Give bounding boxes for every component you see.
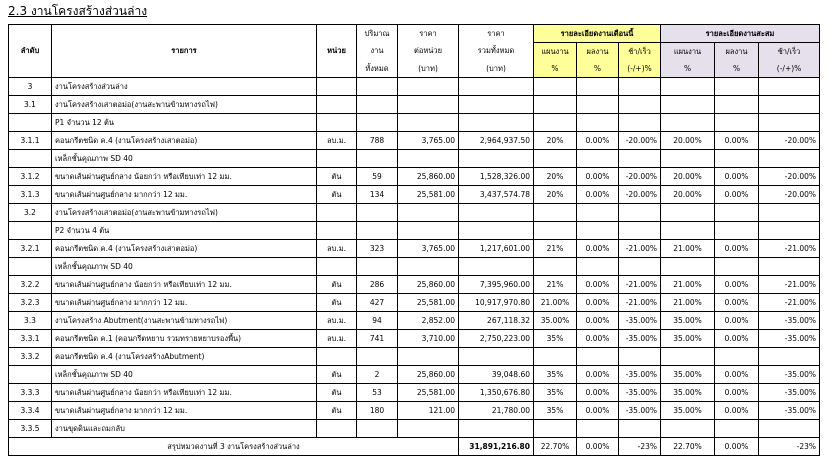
cell-seq [9,222,52,240]
cell-unit-price [398,204,459,222]
cell-qty: 134 [357,186,398,204]
cell-seq: 3.3.2 [9,348,52,366]
cell-cum-plan [661,78,715,96]
cell-desc: ขนาดเส้นผ่านศูนย์กลาง น้อยกว่า หรือเทียบเท่า 12 มม. [52,384,317,402]
cell-desc: P2 จำนวน 4 ต้น [52,222,317,240]
cell-cum-actual: 0.00% [715,132,759,150]
table-row [9,330,820,348]
table-row [9,150,820,168]
cell-cum-diff: -20.00% [759,186,820,204]
cell-cum-actual: 0.00% [715,240,759,258]
cell-total [459,258,534,276]
cell-unit [317,150,357,168]
table-row [9,348,820,366]
cell-unit [317,78,357,96]
cell-cum-diff: -20.00% [759,132,820,150]
table-row [9,222,820,240]
cell-unit: ตัน [317,384,357,402]
cell-unit-price [398,150,459,168]
cell-qty: 741 [357,330,398,348]
summary-month-plan: 22.70% [534,438,577,456]
cell-cum-actual [715,222,759,240]
cell-month-plan: 20% [534,132,577,150]
cell-cum-plan [661,420,715,438]
cell-seq: 3.1 [9,96,52,114]
cell-unit [317,114,357,132]
cell-month-diff [619,114,661,132]
cell-unit-price: 25,581.00 [398,186,459,204]
header-month-plan-unit: % [534,60,577,78]
cell-unit [317,204,357,222]
cell-seq: 3.3 [9,312,52,330]
cell-month-diff [619,420,661,438]
cell-month-plan: 21.00% [534,294,577,312]
header-total-3: (บาท) [459,60,534,78]
cell-month-plan: 35% [534,330,577,348]
cell-total: 267,118.32 [459,312,534,330]
cell-cum-plan: 20.00% [661,168,715,186]
cell-cum-diff: -20.00% [759,168,820,186]
cell-month-diff: -20.00% [619,186,661,204]
cell-month-plan [534,96,577,114]
cell-cum-plan: 20.00% [661,132,715,150]
table-row [9,168,820,186]
summary-month-diff: -23% [619,438,661,456]
cell-month-actual [577,258,619,276]
cell-unit-price: 2,852.00 [398,312,459,330]
cell-month-diff: -35.00% [619,384,661,402]
cell-cum-diff: -35.00% [759,330,820,348]
cell-cum-diff [759,204,820,222]
cell-unit-price: 3,765.00 [398,240,459,258]
cell-cum-diff [759,420,820,438]
cell-cum-plan [661,114,715,132]
cell-seq: 3.3.4 [9,402,52,420]
table-row [9,78,820,96]
cell-qty [357,204,398,222]
cell-month-diff: -21.00% [619,294,661,312]
table-row [9,312,820,330]
header-qty-2: งาน [357,43,398,61]
cell-unit [317,258,357,276]
cell-seq: 3.1.1 [9,132,52,150]
cell-month-plan: 35.00% [534,312,577,330]
cell-month-diff: -20.00% [619,132,661,150]
cell-qty: 286 [357,276,398,294]
cell-total: 3,437,574.78 [459,186,534,204]
header-month-diff-unit: (-/+)% [619,60,661,78]
cell-unit-price: 25,860.00 [398,168,459,186]
cell-total: 21,780.00 [459,402,534,420]
table-row [9,114,820,132]
table-row [9,420,820,438]
cell-qty [357,222,398,240]
header-price-3: (บาท) [398,60,459,78]
table-row [9,132,820,150]
table-row [9,294,820,312]
cell-total: 1,217,601.00 [459,240,534,258]
cell-month-diff: -35.00% [619,330,661,348]
cell-month-actual [577,96,619,114]
cell-month-actual [577,78,619,96]
cell-qty: 180 [357,402,398,420]
cell-cum-plan: 35.00% [661,384,715,402]
header-month-group: รายละเอียดงานเดือนนี้ [534,25,661,43]
cell-cum-actual: 0.00% [715,330,759,348]
header-cum-actual: ผลงาน [715,43,759,61]
summary-row [9,438,820,456]
cell-total: 1,350,676.80 [459,384,534,402]
cell-month-plan [534,222,577,240]
cell-cum-diff: -35.00% [759,402,820,420]
cell-seq: 3.2.3 [9,294,52,312]
cell-desc: P1 จำนวน 12 ต้น [52,114,317,132]
cell-unit-price: 25,860.00 [398,276,459,294]
cell-total: 2,750,223.00 [459,330,534,348]
cell-month-plan [534,348,577,366]
cell-seq: 3.2.1 [9,240,52,258]
cell-month-actual [577,114,619,132]
cell-desc: ขนาดเส้นผ่านศูนย์กลาง มากกว่า 12 มม. [52,186,317,204]
cell-cum-actual: 0.00% [715,276,759,294]
cell-cum-diff [759,114,820,132]
table-row [9,186,820,204]
cell-total [459,420,534,438]
cell-desc: งานโครงสร้างเสาตอม่อ(งานสะพานข้ามทางรถไฟ) [52,204,317,222]
cell-total: 39,048.60 [459,366,534,384]
cell-unit: ลบ.ม. [317,312,357,330]
cell-cum-actual [715,420,759,438]
cell-unit-price: 3,765.00 [398,132,459,150]
cell-month-actual: 0.00% [577,402,619,420]
cell-month-actual: 0.00% [577,186,619,204]
cell-qty [357,258,398,276]
cell-total [459,150,534,168]
table-row [9,240,820,258]
cell-cum-diff: -21.00% [759,240,820,258]
cell-month-diff: -35.00% [619,312,661,330]
cell-unit-price: 25,581.00 [398,384,459,402]
header-seq: ลำดับ [9,25,52,78]
cell-month-diff [619,348,661,366]
cell-month-plan: 35% [534,384,577,402]
section-title: 2.3 งานโครงสร้างส่วนล่าง [8,4,148,18]
cell-cum-plan [661,258,715,276]
cell-qty: 788 [357,132,398,150]
header-item: รายการ [52,25,317,78]
cell-qty: 323 [357,240,398,258]
cell-qty: 2 [357,366,398,384]
cell-month-actual: 0.00% [577,330,619,348]
cell-seq: 3.3.3 [9,384,52,402]
cell-desc: งานโครงสร้างเสาตอม่อ(งานสะพานข้ามทางรถไฟ) [52,96,317,114]
cell-unit: ตัน [317,402,357,420]
cell-qty [357,78,398,96]
cell-cum-actual: 0.00% [715,312,759,330]
cell-month-diff [619,258,661,276]
cell-unit: ลบ.ม. [317,240,357,258]
cell-month-actual: 0.00% [577,240,619,258]
cell-qty: 94 [357,312,398,330]
cell-cum-actual: 0.00% [715,402,759,420]
cell-month-diff: -20.00% [619,168,661,186]
cell-unit: ตัน [317,366,357,384]
summary-cum-diff: -23% [759,438,820,456]
cell-cum-diff: -21.00% [759,294,820,312]
header-month-actual: ผลงาน [577,43,619,61]
cell-cum-plan: 35.00% [661,366,715,384]
cell-unit-price [398,222,459,240]
cell-cum-plan [661,150,715,168]
cell-month-actual: 0.00% [577,366,619,384]
cell-desc: คอนกรีตชนิด ค.4 (งานโครงสร้างAbutment) [52,348,317,366]
cell-desc: งานโครงสร้างส่วนล่าง [52,78,317,96]
cell-qty: 427 [357,294,398,312]
header-qty-1: ปริมาณ [357,25,398,43]
cell-cum-actual [715,204,759,222]
cell-cum-diff [759,78,820,96]
cell-cum-diff [759,222,820,240]
cell-unit: ตัน [317,294,357,312]
cell-qty [357,348,398,366]
table-row [9,204,820,222]
cell-month-diff [619,78,661,96]
cell-unit-price: 25,581.00 [398,294,459,312]
cell-cum-plan [661,96,715,114]
header-cum-plan: แผนงาน [661,43,715,61]
cell-total [459,222,534,240]
header-price-1: ราคา [398,25,459,43]
summary-total: 31,891,216.80 [459,438,534,456]
cell-seq: 3.1.2 [9,168,52,186]
cell-month-plan: 20% [534,186,577,204]
cell-month-actual [577,420,619,438]
cell-unit: ลบ.ม. [317,132,357,150]
summary-cum-plan: 22.70% [661,438,715,456]
cell-month-diff: -21.00% [619,276,661,294]
cell-cum-actual [715,258,759,276]
cell-month-diff: -35.00% [619,366,661,384]
cell-unit: ลบ.ม. [317,330,357,348]
cell-seq [9,366,52,384]
cell-unit-price [398,258,459,276]
table-row [9,96,820,114]
cell-cum-diff [759,258,820,276]
cell-desc: งานขุดดินและถมกลับ [52,420,317,438]
cell-total: 10,917,970.80 [459,294,534,312]
cell-unit: ตัน [317,276,357,294]
header-month-plan: แผนงาน [534,43,577,61]
table-row [9,384,820,402]
cell-cum-plan: 35.00% [661,330,715,348]
cell-unit: ตัน [317,186,357,204]
header-cum-group: รายละเอียดงานสะสม [661,25,820,43]
cell-desc: เหล็กชั้นคุณภาพ SD 40 [52,258,317,276]
cell-seq: 3.1.3 [9,186,52,204]
cell-unit-price: 121.00 [398,402,459,420]
cell-month-plan: 35% [534,366,577,384]
cell-qty [357,114,398,132]
cell-cum-actual [715,78,759,96]
cell-unit-price [398,96,459,114]
cell-month-diff: -21.00% [619,240,661,258]
cell-unit-price [398,78,459,96]
cell-month-actual [577,348,619,366]
cell-month-actual: 0.00% [577,168,619,186]
cell-qty: 53 [357,384,398,402]
cell-seq [9,114,52,132]
cell-month-diff [619,96,661,114]
cell-month-actual: 0.00% [577,276,619,294]
cell-unit [317,420,357,438]
summary-cum-actual: 0.00% [715,438,759,456]
cell-desc: คอนกรีตชนิด ค.1 (คอนกรีตหยาบ รวมทรายหยาบรองพื้น) [52,330,317,348]
cell-seq: 3.3.1 [9,330,52,348]
cell-cum-diff: -35.00% [759,384,820,402]
cell-total: 7,395,960.00 [459,276,534,294]
cell-cum-diff [759,348,820,366]
cell-seq: 3.2 [9,204,52,222]
cell-desc: ขนาดเส้นผ่านศูนย์กลาง น้อยกว่า หรือเทียบเท่า 12 มม. [52,276,317,294]
cell-seq: 3.2.2 [9,276,52,294]
cell-cum-plan: 21.00% [661,276,715,294]
cell-cum-actual [715,150,759,168]
cell-total [459,204,534,222]
cell-cum-plan [661,204,715,222]
cell-qty [357,150,398,168]
cell-cum-diff: -35.00% [759,312,820,330]
cell-desc: งานโครงสร้าง Abutment(งานสะพานข้ามทางรถไฟ) [52,312,317,330]
cell-month-plan [534,258,577,276]
cell-desc: คอนกรีตชนิด ค.4 (งานโครงสร้างเสาตอม่อ) [52,240,317,258]
cell-cum-plan: 35.00% [661,312,715,330]
cell-total: 2,964,937.50 [459,132,534,150]
cell-desc: ขนาดเส้นผ่านศูนย์กลาง มากกว่า 12 มม. [52,402,317,420]
cell-total: 1,528,326.00 [459,168,534,186]
cell-seq [9,258,52,276]
header-qty-3: ทั้งหมด [357,60,398,78]
cell-unit-price: 3,710.00 [398,330,459,348]
header-cum-diff-unit: (-/+)% [759,60,820,78]
header-cum-plan-unit: % [661,60,715,78]
cell-cum-diff: -21.00% [759,276,820,294]
cell-month-plan [534,204,577,222]
cell-desc: เหล็กชั้นคุณภาพ SD 40 [52,150,317,168]
cell-total [459,114,534,132]
summary-label: สรุปหมวดงานที่ 3 งานโครงสร้างส่วนล่าง [9,438,459,456]
header-price-2: ต่อหน่วย [398,43,459,61]
cell-month-actual: 0.00% [577,312,619,330]
cell-cum-actual: 0.00% [715,186,759,204]
table-row [9,276,820,294]
cell-month-plan [534,420,577,438]
cell-qty [357,96,398,114]
header-total-1: ราคา [459,25,534,43]
cell-total [459,96,534,114]
cell-month-diff [619,204,661,222]
cell-cum-plan: 21.00% [661,294,715,312]
header-month-diff: ช้า/เร็ว [619,43,661,61]
cell-unit-price [398,114,459,132]
cell-cum-actual [715,114,759,132]
cell-cum-actual [715,348,759,366]
cell-desc: คอนกรีตชนิด ค.4 (งานโครงสร้างเสาตอม่อ) [52,132,317,150]
header-cum-actual-unit: % [715,60,759,78]
cell-month-plan [534,114,577,132]
cell-month-actual [577,150,619,168]
cell-unit [317,222,357,240]
cell-desc: ขนาดเส้นผ่านศูนย์กลาง น้อยกว่า หรือเทียบเท่า 12 มม. [52,168,317,186]
cell-month-actual: 0.00% [577,384,619,402]
cell-cum-plan: 21.00% [661,240,715,258]
cell-month-diff: -35.00% [619,402,661,420]
cell-cum-plan [661,222,715,240]
cell-month-plan: 20% [534,168,577,186]
table-row [9,258,820,276]
header-total-2: รวมทั้งหมด [459,43,534,61]
cell-desc: เหล็กชั้นคุณภาพ SD 40 [52,366,317,384]
header-month-actual-unit: % [577,60,619,78]
cell-cum-diff: -35.00% [759,366,820,384]
cell-month-actual [577,204,619,222]
cell-month-diff [619,150,661,168]
cell-unit [317,96,357,114]
cell-total [459,78,534,96]
cell-seq [9,150,52,168]
cell-cum-diff [759,150,820,168]
cell-month-actual [577,222,619,240]
cell-month-plan: 21% [534,276,577,294]
header-unit: หน่วย [317,25,357,78]
cell-month-plan [534,78,577,96]
cell-month-actual: 0.00% [577,132,619,150]
cell-unit-price [398,348,459,366]
cell-cum-actual: 0.00% [715,366,759,384]
cell-desc: ขนาดเส้นผ่านศูนย์กลาง มากกว่า 12 มม. [52,294,317,312]
cell-qty [357,420,398,438]
cell-unit: ตัน [317,168,357,186]
cell-qty: 59 [357,168,398,186]
cell-cum-actual [715,96,759,114]
cell-month-plan [534,150,577,168]
cell-month-actual: 0.00% [577,294,619,312]
cell-month-plan: 21% [534,240,577,258]
cell-month-plan: 35% [534,402,577,420]
cell-cum-diff [759,96,820,114]
cell-unit-price: 25,860.00 [398,366,459,384]
cell-cum-actual: 0.00% [715,168,759,186]
cell-cum-plan [661,348,715,366]
table-row [9,402,820,420]
summary-month-actual: 0.00% [577,438,619,456]
cell-month-diff [619,222,661,240]
cell-seq: 3.3.5 [9,420,52,438]
progress-table [8,24,820,456]
cell-unit-price [398,420,459,438]
cell-seq: 3 [9,78,52,96]
cell-unit [317,348,357,366]
cell-total [459,348,534,366]
header-row-1 [9,25,820,43]
cell-cum-plan: 35.00% [661,402,715,420]
table-row [9,366,820,384]
header-cum-diff: ช้า/เร็ว [759,43,820,61]
cell-cum-actual: 0.00% [715,294,759,312]
cell-cum-plan: 20.00% [661,186,715,204]
cell-cum-actual: 0.00% [715,384,759,402]
